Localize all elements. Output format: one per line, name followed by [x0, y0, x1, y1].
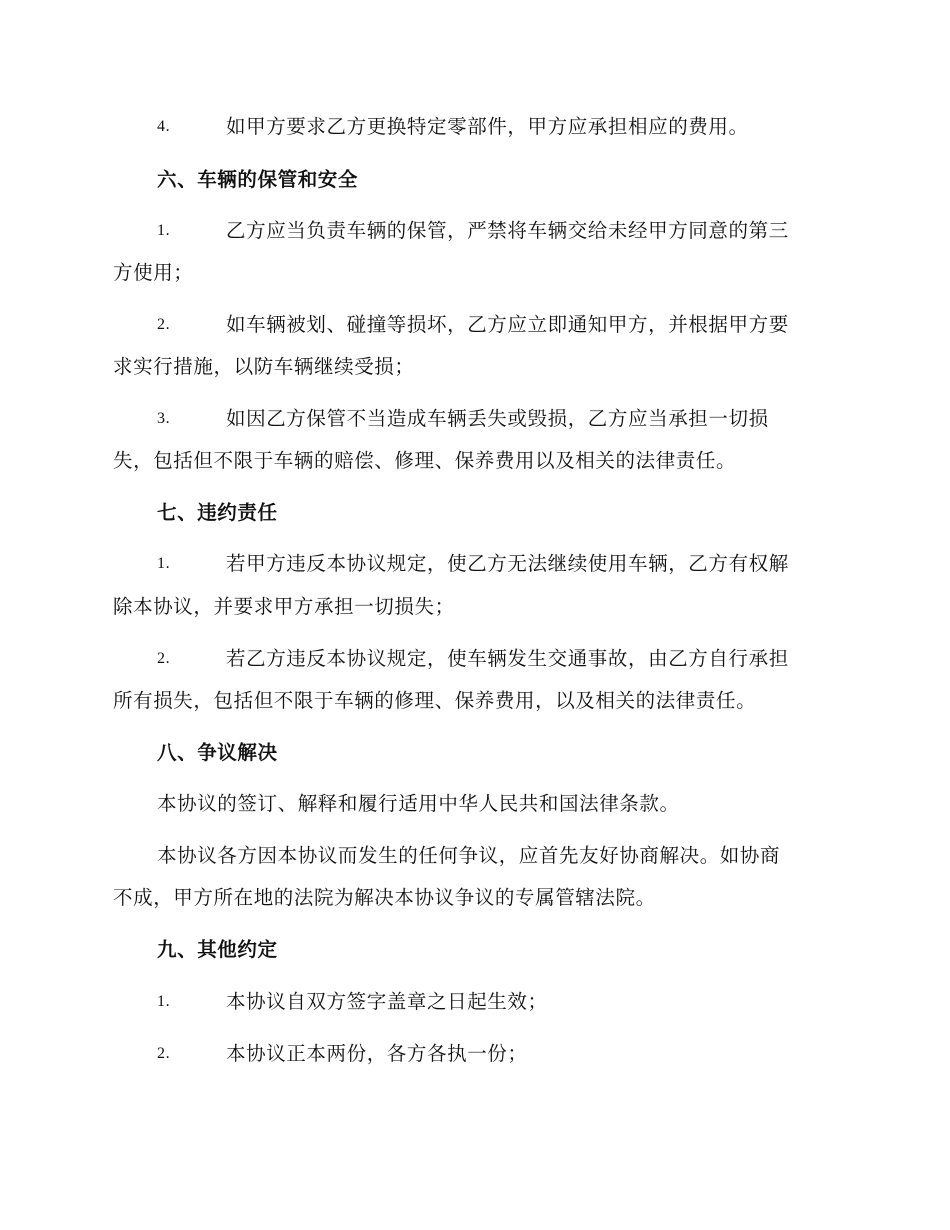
- list-number: 2.: [157, 650, 171, 667]
- section-heading-7: 七、违约责任: [157, 501, 278, 524]
- list-number: 3.: [157, 410, 171, 427]
- list-text: 如甲方要求乙方更换特定零部件，甲方应承担相应的费用。: [226, 115, 749, 138]
- list-text-continuation: 求实行措施，以防车辆继续受损；: [113, 355, 415, 378]
- list-number: 4.: [157, 118, 171, 135]
- list-number: 2.: [157, 316, 171, 333]
- list-text-continuation: 除本协议，并要求甲方承担一切损失；: [113, 595, 455, 618]
- list-text-continuation: 方使用；: [113, 261, 194, 284]
- list-text-continuation: 所有损失，包括但不限于车辆的修理、保养费用，以及相关的法律责任。: [113, 689, 757, 712]
- list-text: 若甲方违反本协议规定，使乙方无法继续使用车辆，乙方有权解: [226, 552, 789, 575]
- paragraph: 本协议各方因本协议而发生的任何争议，应首先友好协商解决。如协商: [157, 844, 781, 867]
- section-heading-8: 八、争议解决: [157, 741, 278, 764]
- list-text-continuation: 失，包括但不限于车辆的赔偿、修理、保养费用以及相关的法律责任。: [113, 449, 737, 472]
- list-number: 1.: [157, 993, 171, 1010]
- list-number: 1.: [157, 555, 171, 572]
- section-heading-9: 九、其他约定: [157, 938, 278, 961]
- list-text: 本协议自双方签字盖章之日起生效；: [226, 990, 548, 1013]
- paragraph: 本协议的签订、解释和履行适用中华人民共和国法律条款。: [157, 792, 680, 815]
- list-text: 本协议正本两份，各方各执一份；: [226, 1042, 528, 1065]
- list-number: 2.: [157, 1045, 171, 1062]
- list-text: 乙方应当负责车辆的保管，严禁将车辆交给未经甲方同意的第三: [226, 219, 789, 242]
- list-text: 若乙方违反本协议规定，使车辆发生交通事故，由乙方自行承担: [226, 647, 789, 670]
- section-heading-6: 六、车辆的保管和安全: [157, 168, 359, 191]
- list-number: 1.: [157, 222, 171, 239]
- list-text: 如因乙方保管不当造成车辆丢失或毁损，乙方应当承担一切损: [226, 407, 769, 430]
- paragraph-continuation: 不成，甲方所在地的法院为解决本协议争议的专属管辖法院。: [113, 886, 656, 909]
- list-text: 如车辆被划、碰撞等损坏，乙方应立即通知甲方，并根据甲方要: [226, 313, 789, 336]
